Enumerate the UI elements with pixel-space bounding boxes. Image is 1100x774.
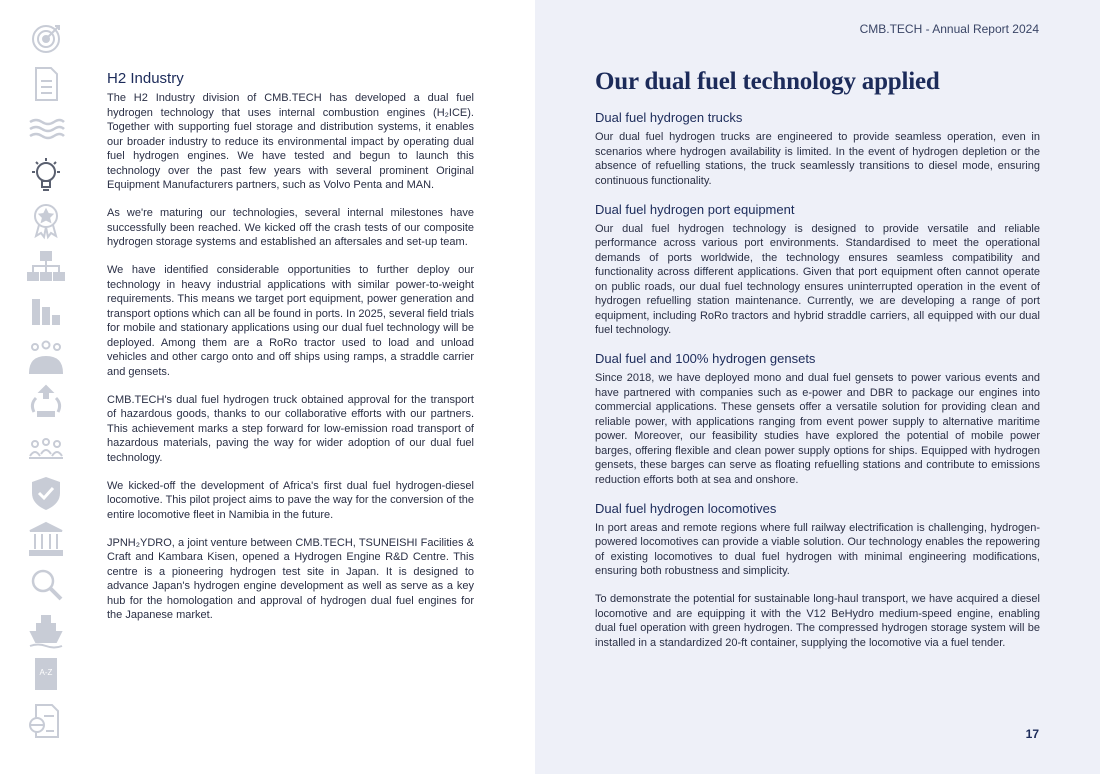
- subsection-heading: Dual fuel hydrogen locomotives: [595, 500, 777, 516]
- org-chart-icon[interactable]: [26, 246, 66, 286]
- waves-icon[interactable]: [26, 109, 66, 149]
- paragraph: To demonstrate the potential for sustainable long-haul transport, we have acquired a diesel locomotive and are equipping it with the V12 BeHydro medium-speed engine, enabling dual fuel operation with green hydrogen. The compressed hydrogen storage system will be installed in a standardized 20-ft container, supplying the locomotive via a fuel tender.: [595, 593, 1040, 649]
- section-heading: H2 Industry: [107, 70, 184, 87]
- glossary-label: A-Z: [39, 668, 53, 677]
- subsection-heading: Dual fuel and 100% hydrogen gensets: [595, 351, 816, 366]
- recycle-icon[interactable]: [26, 382, 66, 422]
- ship-icon[interactable]: [26, 610, 66, 650]
- sidebar-nav: [26, 18, 66, 746]
- paragraph: We have identified considerable opportunities to further deploy our technology in heavy industrial applications with similar power-to-weight requirements. This means we target port equipment, power generation and transport options which can all be found in ports. In 2025, several field trials for mobile and stationary applications using our dual fuel technology will be deployed. Among them are a RoRo tractor used to load and unload vehicles and other cargo onto and off ships using ramps, a straddle carrier and gensets.: [107, 264, 474, 378]
- page-number: 17: [1025, 727, 1039, 741]
- paragraph: CMB.TECH's dual fuel hydrogen truck obtained approval for the transport of hazardous goods, thanks to our collaborative efforts with our partners. This achievement marks a step forward for low-emission road transport of hazardous materials, paving the way for wider adoption of our dual fuel technology.: [107, 393, 474, 464]
- subsection-heading: Dual fuel hydrogen trucks: [595, 110, 743, 125]
- subsection-heading: Dual fuel hydrogen port equipment: [595, 201, 795, 217]
- report-icon[interactable]: [26, 701, 66, 741]
- paragraph: Since 2018, we have deployed mono and dual fuel gensets to power various events and have partnered with companies such as e-power and DBR to package our engines into commercial applications. These gensets offer a versatile solution for providing clean and reliable power, with applications ranging from event power supply to alternative maritime power. Moreover, our feasibility studies have explored the potential of mobile power barges, offering flexible and clean power supply options for ships. Equipped with hydrogen gensets, these barges can serve as floating refuelling stations and contribute to emissions reduction efforts both at sea and onshore.: [595, 372, 1040, 486]
- h2-industry-section: [107, 70, 474, 636]
- bar-chart-icon[interactable]: [26, 291, 66, 331]
- shield-check-icon[interactable]: [26, 473, 66, 513]
- award-icon[interactable]: [26, 200, 66, 240]
- paragraph: In port areas and remote regions where full railway electrification is challenging, hydrogen-powered locomotives can provide a viable solution. Our technology enables the repowering of existing locomotives to dual fuel hydrogen with minimal engineering modifications, ensuring both robustness and simplicity.: [595, 521, 1040, 577]
- paragraph: Our dual fuel hydrogen trucks are engineered to provide seamless operation, even in scenarios where hydrogen availability is limited. In the event of hydrogen depletion or the absence of refuelling stations, the truck seamlessly transitions to diesel mode, ensuring continuous functionality.: [595, 131, 1040, 187]
- institution-icon[interactable]: [26, 519, 66, 559]
- paragraph: As we're maturing our technologies, several internal milestones have successfully been reached. We kicked off the crash tests of our composite hydrogen storage systems and established an aftersales and set-up team.: [107, 207, 474, 248]
- people-icon[interactable]: [26, 337, 66, 377]
- report-header: CMB.TECH - Annual Report 2024: [859, 22, 1039, 36]
- group-icon[interactable]: [26, 428, 66, 468]
- paragraph: Our dual fuel hydrogen technology is designed to provide versatile and reliable performance across various port environments. Standardised to meet the operational demands of ports worldwide, the technology ensures seamless compatibility and functionality across different applications. Given that port equipment often cannot operate on public roads, our dual fuel technology ensures uninterrupted operation in the event of hydrogen refuelling station maintenance. Currently, we are developing a range of port equipment, including RoRo tractors and hybrid straddle carriers, all equipped with our dual fuel technology.: [595, 222, 1040, 336]
- paragraph: JPNH₂YDRO, a joint venture between CMB.TECH, TSUNEISHI Facilities & Craft and Kambara Kisen, opened a Hydrogen Engine R&D Centre. This centre is a pioneering hydrogen test site in Japan. It is designed to advance Japan's hydrogen engine development as well as serve as a key hub for the homologation and approval of hydrogen dual fuel engines for the Japanese market.: [107, 536, 474, 621]
- glossary-book-icon[interactable]: [26, 655, 66, 695]
- dual-fuel-section: [595, 68, 1040, 664]
- page-title: Our dual fuel technology applied: [595, 68, 940, 95]
- document-icon[interactable]: [26, 64, 66, 104]
- paragraph: We kicked-off the development of Africa's first dual fuel hydrogen-diesel locomotive. This pilot project aims to pave the way for the conversion of the entire locomotive fleet in Namibia in the future.: [107, 479, 474, 521]
- paragraph: The H2 Industry division of CMB.TECH has developed a dual fuel hydrogen technology that uses internal combustion engines (H₂ICE). Together with supporting fuel storage and distribution systems, it enables our broader industry to reduce its environmental impact by operating dual fuel hydrogen engines. We have tested and begun to launch this technology over the past few years with several prominent Original Equipment Manufacturers partners, such as Volvo Penta and MAN.: [107, 92, 474, 191]
- target-icon[interactable]: [26, 18, 66, 58]
- lightbulb-icon[interactable]: [26, 155, 66, 195]
- search-icon[interactable]: [26, 564, 66, 604]
